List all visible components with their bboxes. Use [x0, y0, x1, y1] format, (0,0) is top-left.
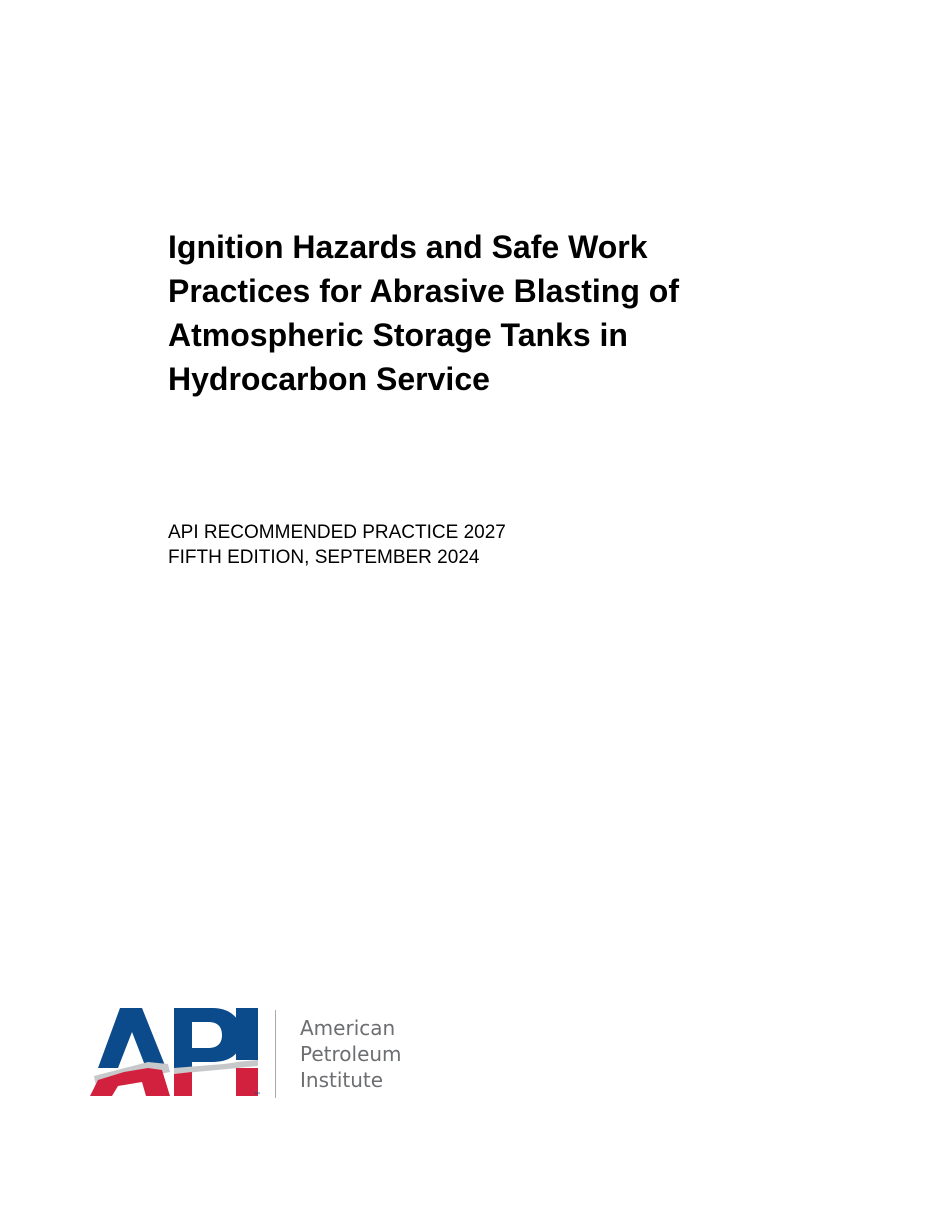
- api-logo-mark: [88, 1006, 264, 1098]
- organization-name-line: Institute: [300, 1068, 384, 1092]
- title-line: Ignition Hazards and Safe Work: [168, 229, 648, 265]
- document-designation: [168, 520, 506, 570]
- trademark-symbol: ™: [254, 1092, 260, 1098]
- organization-name-line: American: [300, 1016, 396, 1040]
- api-logo: [88, 1006, 428, 1102]
- organization-name-line: Petroleum: [300, 1042, 402, 1066]
- standard-number: API RECOMMENDED PRACTICE 2027: [168, 522, 506, 543]
- document-title: [168, 225, 808, 401]
- title-line: Hydrocarbon Service: [168, 361, 490, 397]
- title-line: Practices for Abrasive Blasting of: [168, 273, 679, 309]
- organization-name: [300, 1015, 402, 1093]
- logo-divider: [275, 1010, 276, 1098]
- title-line: Atmospheric Storage Tanks in: [168, 317, 628, 353]
- edition-date: FIFTH EDITION, SEPTEMBER 2024: [168, 547, 480, 568]
